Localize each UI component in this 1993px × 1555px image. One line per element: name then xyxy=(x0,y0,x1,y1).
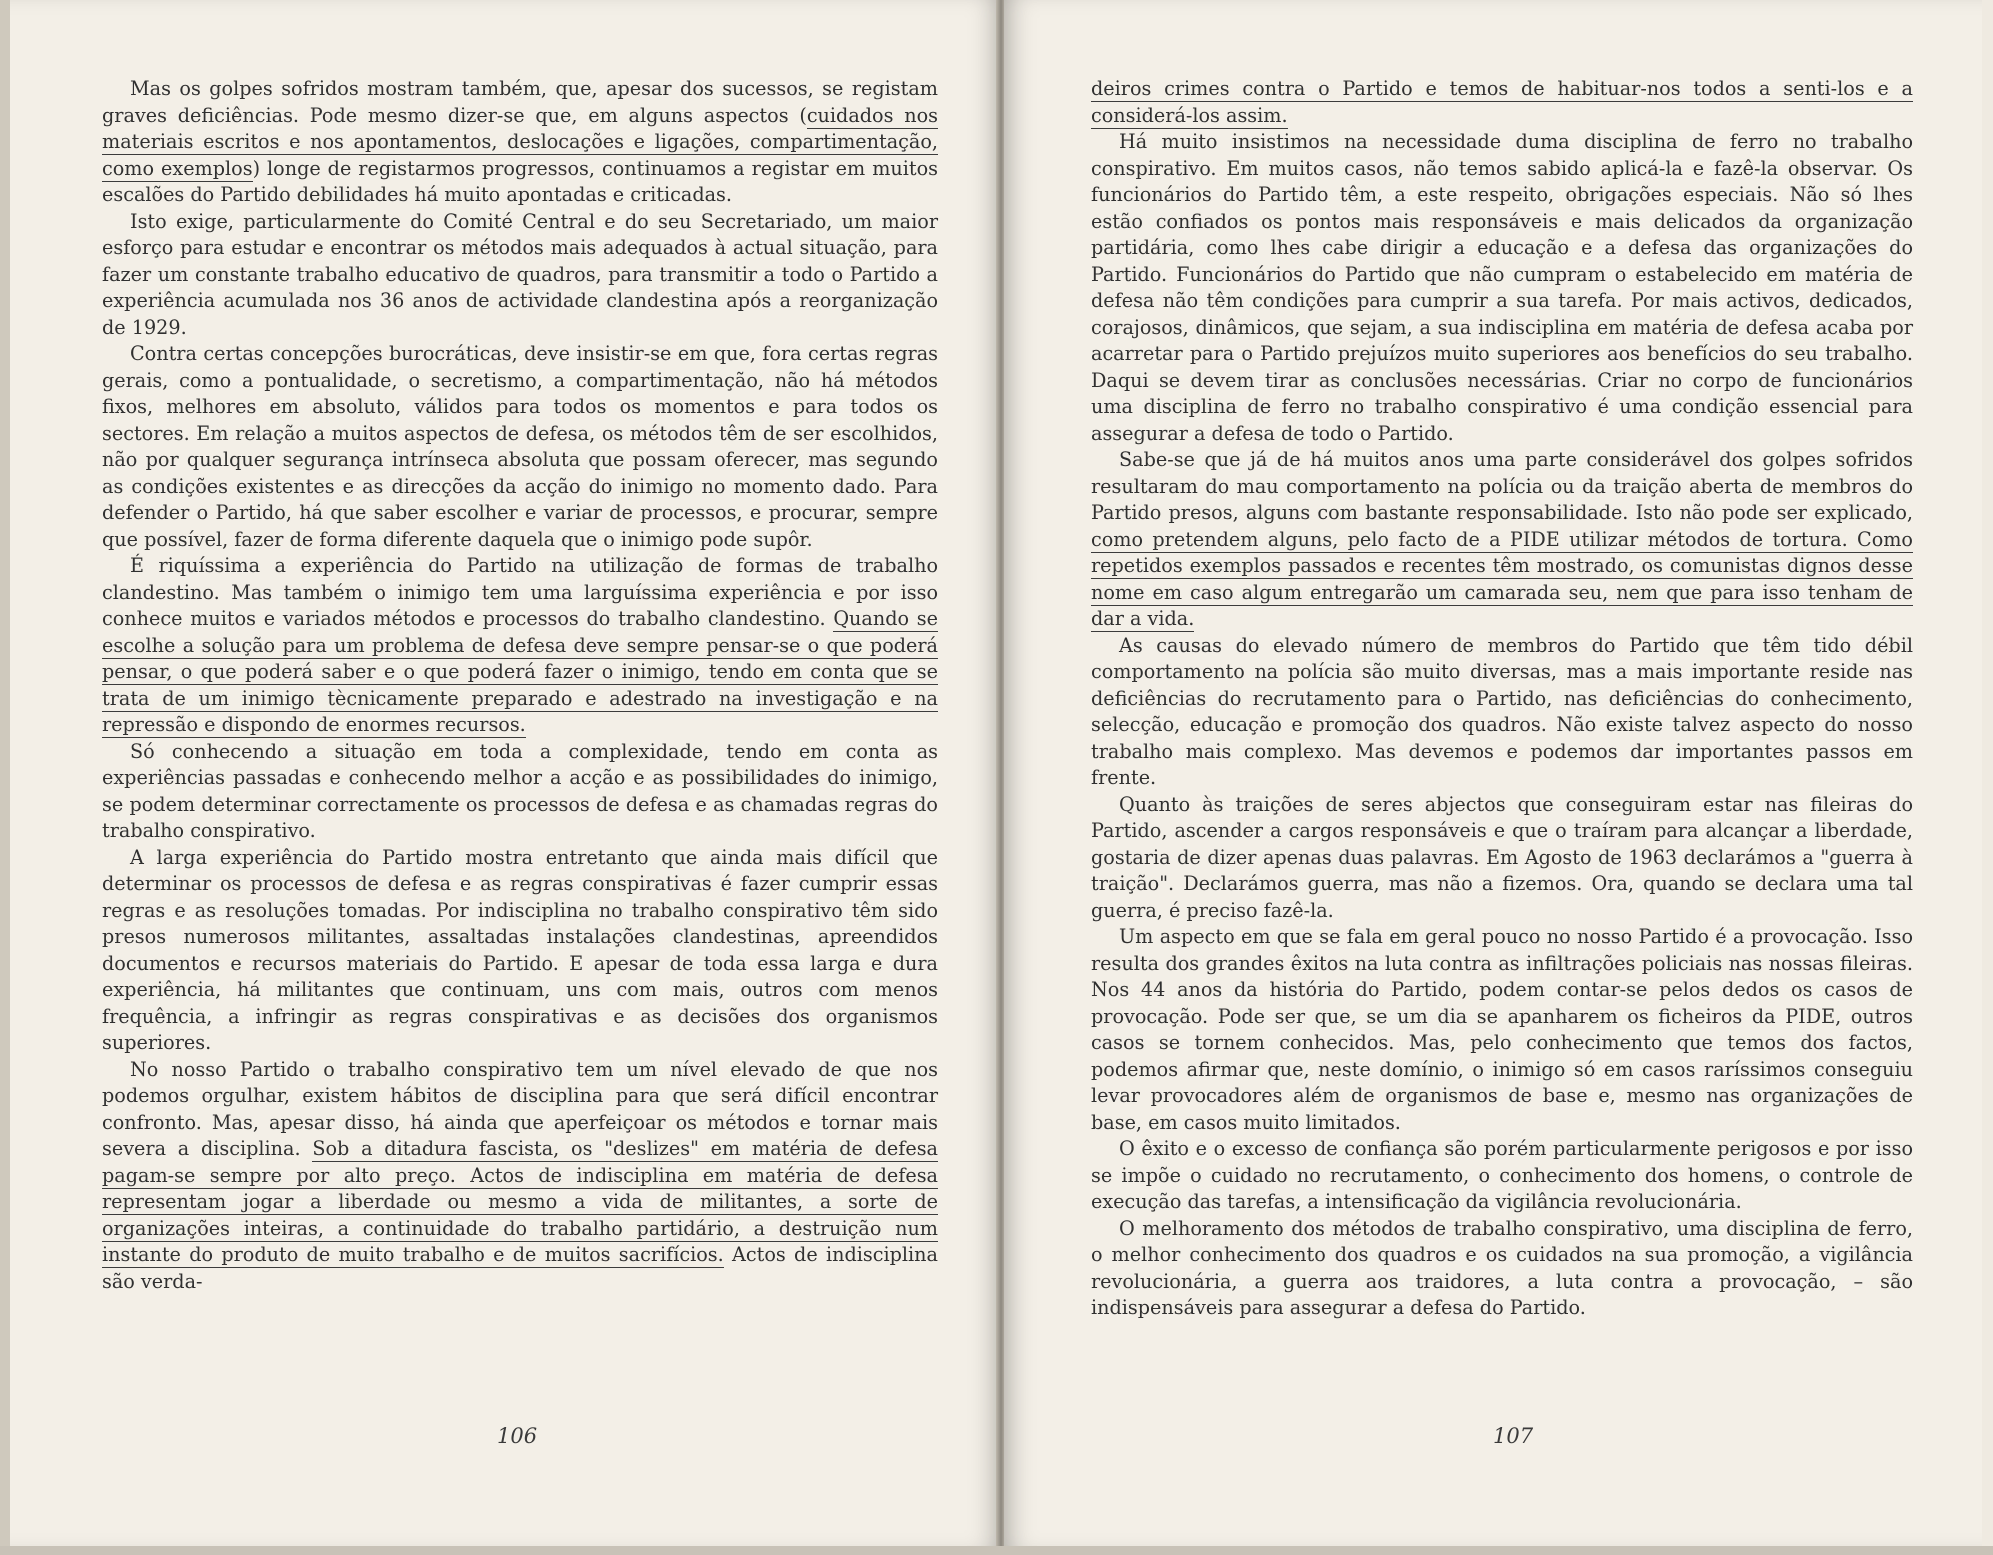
text-run: No nosso Partido o trabalho conspirativo tem um nível elevado de que nos podemos orgulhar, existem hábitos de disciplina para que será difícil encontrar confronto. Mas, apesar disso, há ainda que aperfeiçoar os métodos e tornar mais severa a disciplina. xyxy=(102,1057,938,1160)
text-run: Um aspecto em que se fala em geral pouco no nosso Partido é a provocação. Isso resulta dos grandes êxitos na luta contra as infiltrações policiais nas nossas fileiras. Nos 44 anos da história do Partido, podem contar-se pelos dedos os casos de provocação. Pode ser que, se um dia se apanharem os ficheiros da PIDE, outros casos se tornem conhecidos. Mas, pelo conhecimento que temos dos factos, podemos afirmar que, neste domínio, o inimigo só em casos raríssimos conseguiu levar provocadores além de organismos de base e, mesmo nas organizações de base, em casos muito limitados. xyxy=(1091,925,1913,1134)
paragraph xyxy=(1091,633,1913,792)
text-run: Isto exige, particularmente do Comité Central e do seu Secretariado, um maior esforço para estudar e encontrar os métodos mais adequados à actual situação, para fazer um constante trabalho educativo de quadros, para transmitir a todo o Partido a experiência acumulada nos 36 anos de actividade clandestina após a reorganização de 1929. xyxy=(102,209,938,339)
paragraph xyxy=(102,209,938,342)
left-page-number: 106 xyxy=(497,1424,538,1448)
paragraph xyxy=(1091,447,1913,633)
right-page xyxy=(1004,0,1982,1548)
text-run: Mas os golpes sofridos mostram também, que, apesar dos sucessos, se registam graves deficiências. Pode mesmo dizer-se que, em alguns aspectos ( xyxy=(102,77,938,127)
text-run: Sabe-se que já de há muitos anos uma parte considerável dos golpes sofridos resultaram do mau comportamento na polícia ou da traição aberta de membros do Partido presos, alguns com bastante responsabilidade. Isto não pode ser explicado, xyxy=(1091,448,1913,524)
text-run: ) longe de registarmos progressos, continuamos a registar em muitos escalões do Partido debilidades há muito apontadas e criticadas. xyxy=(102,156,938,206)
text-run: Só conhecendo a situação em toda a complexidade, tendo em conta as experiências passadas e conhecendo melhor a acção e as possibilidades do inimigo, se podem determinar correctamente os processos de defesa e as chamadas regras do trabalho conspirativo. xyxy=(102,739,938,842)
paragraph xyxy=(1091,924,1913,1136)
paragraph xyxy=(102,341,938,553)
underlined-text: como pretendem alguns, pelo facto de a PIDE utilizar métodos de tortura. Como repetidos exemplos passados e recentes têm mostrado, os comunistas dignos desse nome em caso algum entregarão um camarada seu, nem que para isso tenham de dar a vida. xyxy=(1091,527,1913,630)
underlined-text: Quando se escolhe a solução para um problema de defesa deve sempre pensar-se o que poderá pensar, o que poderá saber e o que poderá fazer o inimigo, tendo em conta que se trata de um inimigo tècnicamente preparado e adestrado na investigação e na repressão e dispondo de enormes recursos. xyxy=(102,607,938,736)
paragraph xyxy=(1091,1216,1913,1322)
book-edge xyxy=(0,0,10,1555)
text-run: A larga experiência do Partido mostra entretanto que ainda mais difícil que determinar os processos de defesa e as regras conspirativas é fazer cumprir essas regras e as resoluções tomadas. Por indisciplina no trabalho conspirativo têm sido presos numerosos militantes, assaltadas instalações clandestinas, apreendidos documentos e recursos materiais do Partido. E apesar de toda essa larga e dura experiência, há militantes que continuam, uns com mais, outros com menos frequência, a infringir as regras conspirativas e as decisões dos organismos superiores. xyxy=(102,845,938,1054)
paragraph xyxy=(1091,1136,1913,1216)
underlined-text: Sob a ditadura fascista, os "deslizes" em matéria de defesa pagam-se sempre por alto preço. Actos de indisciplina em matéria de defesa representam jogar a liberdade ou mesmo a vida de militantes, a sorte de organizações inteiras, a continuidade do trabalho partidário, a destruição num instante do produto de muito trabalho e de muitos sacrifícios. xyxy=(102,1137,938,1266)
left-page-text xyxy=(102,76,938,1295)
text-run: Actos de indisciplina são verda- xyxy=(102,1243,938,1293)
right-page-number: 107 xyxy=(1493,1424,1534,1448)
paragraph xyxy=(102,553,938,739)
paragraph xyxy=(1091,76,1913,129)
text-run: É riquíssima a experiência do Partido na utilização de formas de trabalho clandestino. Mas também o inimigo tem uma larguíssima experiência e por isso conhece muitos e variados métodos e processos do trabalho clandestino. xyxy=(102,554,938,630)
text-run: Há muito insistimos na necessidade duma disciplina de ferro no trabalho conspirativo. Em muitos casos, não temos sabido aplicá-la e fazê-la observar. Os funcionários do Partido têm, a este respeito, obrigações especiais. Não só lhes estão confiados os pontos mais responsáveis e mais delicados da organização partidária, como lhes cabe dirigir a educação e a defesa das organizações do Partido. Funcionários do Partido que não cumpram o estabelecido em matéria de defesa não têm condições para cumprir a sua tarefa. Por mais activos, dedicados, corajosos, dinâmicos, que sejam, a sua indisciplina em matéria de defesa acaba por acarretar para o Partido prejuízos muito superiores aos benefícios do seu trabalho. Daqui se devem tirar as conclusões necessárias. Criar no corpo de funcionários uma disciplina de ferro no trabalho conspirativo é uma condição essencial para assegurar a defesa de todo o Partido. xyxy=(1091,130,1913,445)
underlined-text: cuidados nos materiais escritos e nos apontamentos, deslocações e ligações, compartimentação, como exemplos xyxy=(102,103,938,180)
paragraph xyxy=(1091,792,1913,925)
paragraph xyxy=(102,1057,938,1296)
text-run: As causas do elevado número de membros do Partido que têm tido débil comportamento na polícia são muito diversas, mas a mais importante reside nas deficiências do recrutamento para o Partido, nas deficiências do conhecimento, selecção, educação e promoção dos quadros. Não existe talvez aspecto do nosso trabalho mais complexo. Mas devemos e podemos dar importantes passos em frente. xyxy=(1091,633,1913,789)
left-page xyxy=(10,0,1000,1548)
paragraph xyxy=(102,76,938,209)
text-run: O melhoramento dos métodos de trabalho conspirativo, uma disciplina de ferro, o melhor conhecimento dos quadros e os cuidados na sua promoção, a vigilância revolucionária, a guerra aos traidores, a luta contra a provocação, – são indispensáveis para assegurar a defesa do Partido. xyxy=(1091,1216,1913,1319)
paragraph xyxy=(102,845,938,1057)
text-run: O êxito e o excesso de confiança são porém particularmente perigosos e por isso se impõe o cuidado no recrutamento, o conhecimento dos homens, o controle de execução das tarefas, a intensificação da vigilância revolucionária. xyxy=(1091,1137,1913,1213)
underlined-text: deiros crimes contra o Partido e temos de habituar-nos todos a senti-los e a considerá-los assim. xyxy=(1091,77,1913,127)
paragraph xyxy=(1091,129,1913,447)
text-run: Quanto às traições de seres abjectos que conseguiram estar nas fileiras do Partido, ascender a cargos responsáveis e que o traíram para alcançar a liberdade, gostaria de dizer apenas duas palavras. Em Agosto de 1963 declarámos a "guerra à traição". Declarámos guerra, mas não a fizemos. Ora, quando se declara uma tal guerra, é preciso fazê-la. xyxy=(1091,792,1913,922)
right-page-text xyxy=(1091,76,1913,1322)
paragraph xyxy=(102,739,938,845)
text-run: Contra certas concepções burocráticas, deve insistir-se em que, fora certas regras gerais, como a pontualidade, o secretismo, a compartimentação, não há métodos fixos, melhores em absoluto, válidos para todos os momentos e para todos os sectores. Em relação a muitos aspectos de defesa, os métodos têm de ser escolhidos, não por qualquer segurança intrínseca absoluta que possam oferecer, mas segundo as condições existentes e as direcções da acção do inimigo no momento dado. Para defender o Partido, há que saber escolher e variar de processos, e procurar, sempre que possível, fazer de forma diferente daquela que o inimigo pode supôr. xyxy=(102,342,938,551)
book-bottom-edge xyxy=(0,1546,1993,1555)
